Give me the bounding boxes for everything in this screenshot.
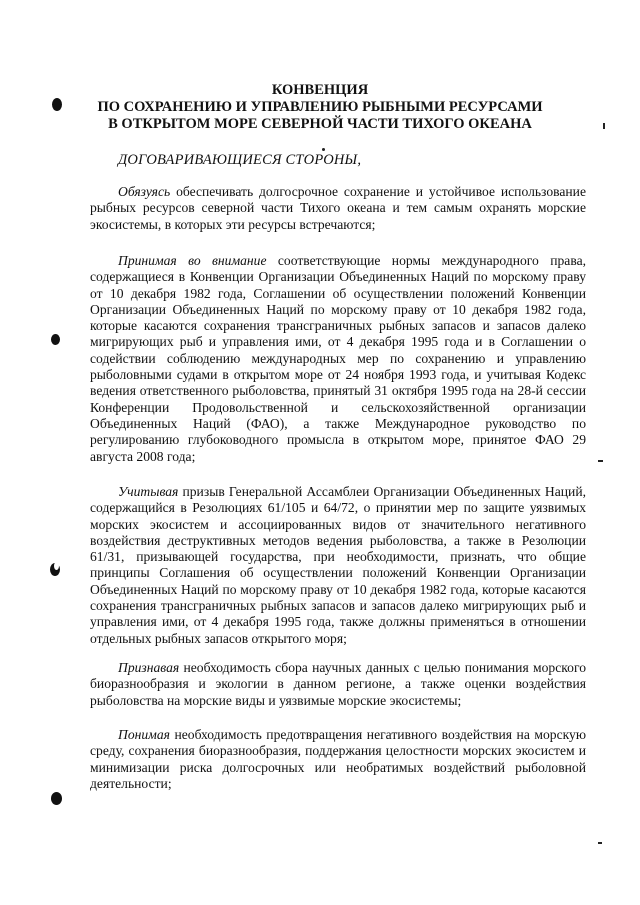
- preamble-paragraph-2: [90, 253, 586, 465]
- parties-heading: ДОГОВАРИВАЮЩИЕСЯ СТОРОНЫ,: [118, 152, 362, 168]
- scan-blot-2: [51, 334, 60, 345]
- paragraph-lead: Принимая во внимание: [118, 253, 267, 268]
- title-line-2: ПО СОХРАНЕНИЮ И УПРАВЛЕНИЮ РЫБНЫМИ РЕСУРСАМИ: [97, 99, 543, 115]
- title-line-1: КОНВЕНЦИЯ: [271, 82, 369, 98]
- document-title: [90, 82, 550, 133]
- paragraph-text: необходимость предотвращения негативного воздействия на морскую среду, сохранения биоразнообразия, поддержания целостности морских экосистем и минимизации риска долгосрочных или необратимых воздействий рыболовной деятельности;: [90, 727, 586, 791]
- preamble-paragraph-5: [90, 727, 586, 792]
- preamble-paragraph-3: [90, 484, 586, 647]
- scan-speck-2: [598, 460, 603, 462]
- paragraph-lead: Признавая: [118, 660, 180, 675]
- scan-blot-5: [51, 792, 62, 805]
- scan-speck-3: [322, 148, 325, 151]
- preamble-paragraph-1: [90, 184, 586, 233]
- paragraph-lead: Понимая: [118, 727, 170, 742]
- preamble-paragraph-4: [90, 660, 586, 709]
- scan-blot-4: [54, 562, 59, 570]
- scan-speck-1: [603, 123, 605, 129]
- paragraph-text: необходимость сбора научных данных с целью понимания морского биоразнообразия и экологии в данном регионе, а также оценки воздействия рыболовства на морские виды и уязвимые морские экосистемы;: [90, 660, 586, 708]
- title-line-3: В ОТКРЫТОМ МОРЕ СЕВЕРНОЙ ЧАСТИ ТИХОГО ОКЕАНА: [108, 116, 532, 132]
- paragraph-lead: Обязуясь: [118, 184, 171, 199]
- paragraph-text: соответствующие нормы международного права, содержащиеся в Конвенции Организации Объединенных Наций по морскому праву от 10 декабря 1982 года, Соглашении об осуществлении положений Конвенции Организации Объединенных Наций по морскому праву от 10 декабря 1982 года, которые касаются сохранения трансграничных рыбных запасов и запасов далеко мигрирующих рыб и управления ими, от 4 декабря 1995 года и в Соглашении о содействии соблюдению международных мер по сохранению и управлению рыболовными судами в открытом море от 24 ноября 1993 года, и учитывая Кодекс ведения ответственного рыболовства, принятый 31 октября 1995 года на 28-й сессии Конференции Продовольственной и сельскохозяйственной организации Объединенных Наций (ФАО), а также Международное руководство по регулированию глубоководного промысла в открытом море, принятое ФАО 29 августа 2008 года;: [90, 253, 586, 464]
- paragraph-lead: Учитывая: [118, 484, 179, 499]
- scan-speck-4: [598, 842, 602, 844]
- scan-blot-1: [52, 98, 62, 111]
- paragraph-text: призыв Генеральной Ассамблеи Организации Объединенных Наций, содержащийся в Резолюциях 61/105 и 64/72, о принятии мер по защите уязвимых морских экосистем и ассоциированных видов от значительного негативного воздействия деструктивных методов ведения рыболовства, а также в Резолюции 61/31, призывающей государства, при необходимости, признать, что общие принципы Соглашения об осуществлении положений Конвенции Организации Объединенных Наций по морскому праву от 10 декабря 1982 года, которые касаются сохранения трансграничных рыбных запасов и запасов далеко мигрирующих рыб и управления ими, от 4 декабря 1995 года, также должны применяться в отношении отдельных рыбных запасов открытого моря;: [90, 484, 586, 646]
- paragraph-text: обеспечивать долгосрочное сохранение и устойчивое использование рыбных ресурсов северной части Тихого океана и тем самым охранять морские экосистемы, в которых эти ресурсы встречаются;: [90, 184, 586, 232]
